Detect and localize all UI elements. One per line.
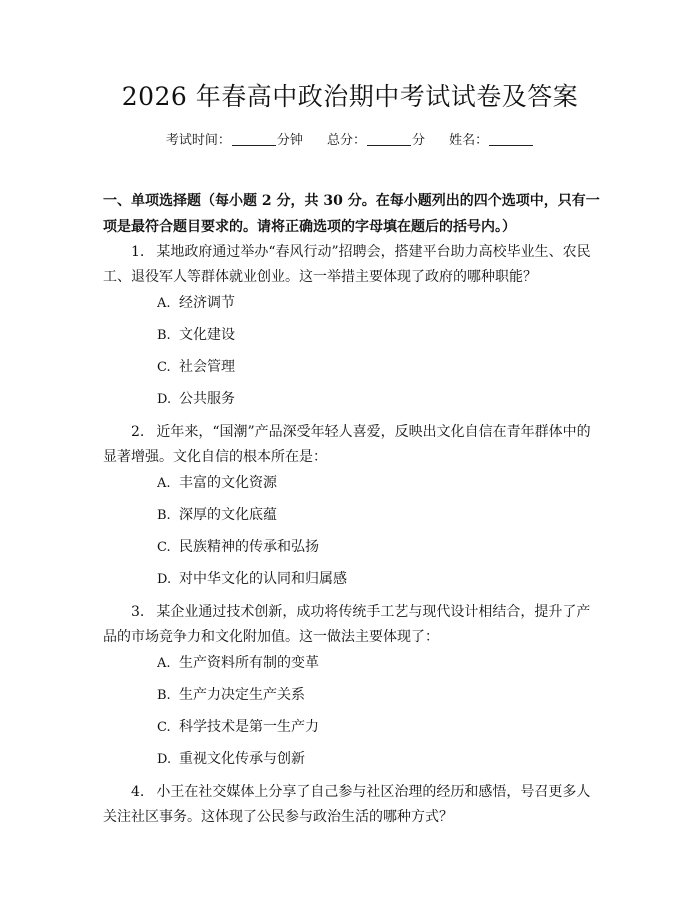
question-text: 小王在社交媒体上分享了自己参与社区治理的经历和感悟，号召更多人关注社区事务。这体现了公民参与政治生活的哪种方式？ bbox=[103, 784, 591, 825]
option-text: 丰富的文化资源 bbox=[179, 475, 277, 491]
exam-time-field bbox=[166, 130, 303, 152]
option-text: 公共服务 bbox=[179, 391, 235, 407]
option-text: 民族精神的传承和弘扬 bbox=[179, 539, 319, 555]
question-text: 某地政府通过举办“春风行动”招聘会，搭建平台助力高校毕业生、农民工、退役军人等群体就业创业。这一举措主要体现了政府的哪种职能？ bbox=[103, 244, 591, 285]
answer-option[interactable] bbox=[157, 388, 235, 411]
total-score-label: 总分： bbox=[326, 133, 366, 148]
answer-option[interactable] bbox=[157, 292, 235, 315]
option-text: 生产资料所有制的变革 bbox=[179, 655, 319, 671]
option-text: 深厚的文化底蕴 bbox=[179, 507, 277, 523]
option-text: 对中华文化的认同和归属感 bbox=[179, 571, 347, 587]
option-letter: A. bbox=[157, 656, 171, 671]
option-letter: D. bbox=[157, 392, 172, 407]
question-stem bbox=[103, 600, 600, 650]
option-letter: C. bbox=[157, 360, 171, 375]
question-number: 4. bbox=[131, 784, 145, 800]
question-number: 3. bbox=[131, 604, 145, 620]
question-number: 1. bbox=[131, 244, 145, 260]
answer-option[interactable] bbox=[157, 472, 277, 495]
question-text: 某企业通过技术创新，成功将传统手工艺与现代设计相结合，提升了产品的市场竞争力和文化附加值。这一做法主要体现了： bbox=[103, 604, 591, 645]
exam-time-label: 考试时间： bbox=[165, 133, 231, 148]
exam-time-unit: 分钟 bbox=[276, 133, 303, 148]
question-stem bbox=[103, 780, 600, 830]
option-letter: B. bbox=[157, 508, 171, 523]
answer-option[interactable] bbox=[157, 536, 319, 559]
answer-option[interactable] bbox=[157, 716, 319, 739]
option-text: 社会管理 bbox=[179, 359, 235, 375]
option-text: 生产力决定生产关系 bbox=[179, 687, 305, 703]
answer-option[interactable] bbox=[157, 748, 305, 771]
student-name-blank[interactable] bbox=[489, 131, 533, 146]
answer-option[interactable] bbox=[157, 684, 305, 707]
option-letter: C. bbox=[157, 540, 171, 555]
page-title: 2026 年春高中政治期中考试试卷及答案 bbox=[121, 82, 579, 111]
option-letter: B. bbox=[157, 328, 171, 343]
question-text: 近年来，“国潮”产品深受年轻人喜爱，反映出文化自信在青年群体中的显著增强。文化自信的根本所在是： bbox=[103, 424, 591, 465]
section-heading: 一、单项选择题（每小题 2 分，共 30 分。在每小题列出的四个选项中，只有一项是最符合题目要求的。请将正确选项的字母填在题后的括号内。） bbox=[103, 193, 600, 235]
total-score-field bbox=[327, 130, 425, 152]
answer-option[interactable] bbox=[157, 652, 319, 675]
question-number: 2. bbox=[131, 424, 145, 440]
option-letter: D. bbox=[157, 572, 172, 587]
answer-option[interactable] bbox=[157, 568, 347, 591]
option-letter: A. bbox=[157, 296, 171, 311]
student-name-label: 姓名： bbox=[449, 133, 489, 148]
total-score-blank[interactable] bbox=[367, 131, 411, 146]
option-text: 文化建设 bbox=[179, 327, 235, 343]
question-stem bbox=[103, 420, 600, 470]
question-stem bbox=[103, 240, 600, 290]
answer-option[interactable] bbox=[157, 356, 235, 379]
answer-option[interactable] bbox=[157, 504, 277, 527]
option-text: 重视文化传承与创新 bbox=[179, 751, 305, 767]
exam-info-line bbox=[0, 130, 700, 152]
exam-time-blank[interactable] bbox=[232, 131, 276, 146]
total-score-unit: 分 bbox=[412, 133, 426, 148]
option-letter: D. bbox=[157, 752, 172, 767]
option-letter: A. bbox=[157, 476, 171, 491]
option-text: 经济调节 bbox=[179, 295, 235, 311]
student-name-field bbox=[449, 130, 534, 152]
option-letter: C. bbox=[157, 720, 171, 735]
option-letter: B. bbox=[157, 688, 171, 703]
answer-option[interactable] bbox=[157, 324, 235, 347]
option-text: 科学技术是第一生产力 bbox=[179, 719, 319, 735]
